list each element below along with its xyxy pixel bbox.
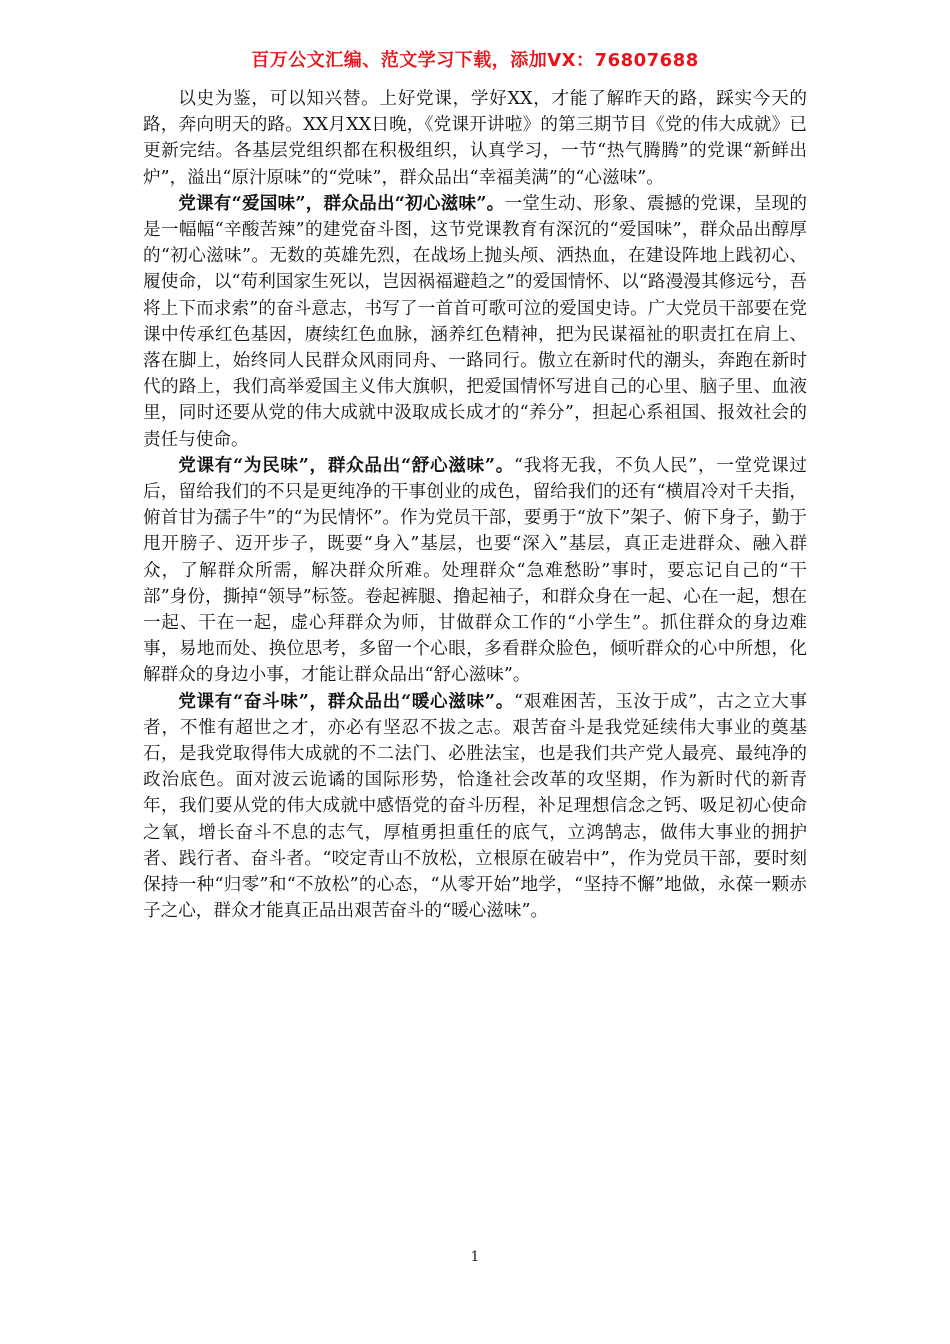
paragraph-text: “我将无我，不负人民”，一堂党课过后，留给我们的不只是更纯净的干事创业的成色，留给我们的还有“横眉冷对千夫指，俯首甘为孺子牛”的“为民情怀”。作为党员干部，要勇于“放下”架子、俯下身子，勤于甩开膀子、迈开步子，既要“身入”基层，也要“深入”基层，真正走进群众、融入群众，了解群众所需，解决群众所难。处理群众“急难愁盼”事时，要忘记自己的“干部”身份，撕掉“领导”标签。卷起裤腿、撸起袖子，和群众身在一起、心在一起，想在一起、干在一起，虚心拜群众为师，甘做群众工作的“小学生”。抓住群众的身边难事，易地而处、换位思考，多留一个心眼，多看群众脸色，倾听群众的心中所想，化解群众的身边小事，才能让群众品出“舒心滋味”。 bbox=[143, 455, 807, 686]
download-banner: 百万公文汇编、范文学习下载，添加VX：76807688 bbox=[251, 50, 699, 71]
paragraph-for-people bbox=[143, 453, 807, 689]
paragraph-text: “艰难困苦，玉汝于成”，古之立大事者，不惟有超世之才，亦必有坚忍不拔之志。艰苦奋斗是我党延续伟大事业的奠基石，是我党取得伟大成就的不二法门、必胜法宝，也是我们共产党人最亮、最纯净的政治底色。面对波云诡谲的国际形势，恰逢社会改革的攻坚期，作为新时代的新青年，我们要从党的伟大成就中感悟党的奋斗历程，补足理想信念之钙、吸足初心使命之氧，增长奋斗不息的志气，厚植勇担重任的底气，立鸿鹄志，做伟大事业的拥护者、践行者、奋斗者。“咬定青山不放松，立根原在破岩中”，作为党员干部，要时刻保持一种“归零”和“不放松”的心态，“从零开始”地学，“坚持不懈”地做，永葆一颗赤子之心，群众才能真正品出艰苦奋斗的“暖心滋味”。 bbox=[143, 691, 807, 922]
paragraph-lead: 党课有“爱国味”，群众品出“初心滋味”。 bbox=[178, 192, 505, 214]
paragraph-struggle bbox=[143, 689, 807, 925]
paragraph-patriotism bbox=[143, 191, 807, 453]
paragraph-lead: 党课有“为民味”，群众品出“舒心滋味”。 bbox=[178, 454, 515, 476]
paragraph-intro bbox=[143, 86, 807, 191]
paragraph-lead: 党课有“奋斗味”，群众品出“暖心滋味”。 bbox=[178, 690, 515, 712]
article-body bbox=[143, 86, 807, 925]
page-number: 1 bbox=[470, 1249, 480, 1265]
paragraph-text: 以史为鉴，可以知兴替。上好党课，学好XX，才能了解昨天的路，踩实今天的路，奔向明天的路。XX月XX日晚，《党课开讲啦》的第三期节目《党的伟大成就》已更新完结。各基层党组织都在积极组织，认真学习，一节“热气腾腾”的党课“新鲜出炉”，溢出“原汁原味”的“党味”，群众品出“幸福美满”的“心滋味”。 bbox=[143, 89, 807, 188]
paragraph-text: 一堂生动、形象、震撼的党课，呈现的是一幅幅“辛酸苦辣”的建党奋斗图，这节党课教育有深沉的“爱国味”，群众品出醇厚的“初心滋味”。无数的英雄先烈，在战场上抛头颅、洒热血，在建设阵地上践初心、履使命，以“苟利国家生死以，岂因祸福避趋之”的爱国情怀、以“路漫漫其修远兮，吾将上下而求索”的奋斗意志，书写了一首首可歌可泣的爱国史诗。广大党员干部要在党课中传承红色基因，赓续红色血脉，涵养红色精神，把为民谋福祉的职责扛在肩上、落在脚上，始终同人民群众风雨同舟、一路同行。傲立在新时代的潮头，奔跑在新时代的路上，我们高举爱国主义伟大旗帜，把爱国情怀写进自己的心里、脑子里、血液里，同时还要从党的伟大成就中汲取成长成才的“养分”，担起心系祖国、报效社会的责任与使命。 bbox=[143, 193, 807, 450]
